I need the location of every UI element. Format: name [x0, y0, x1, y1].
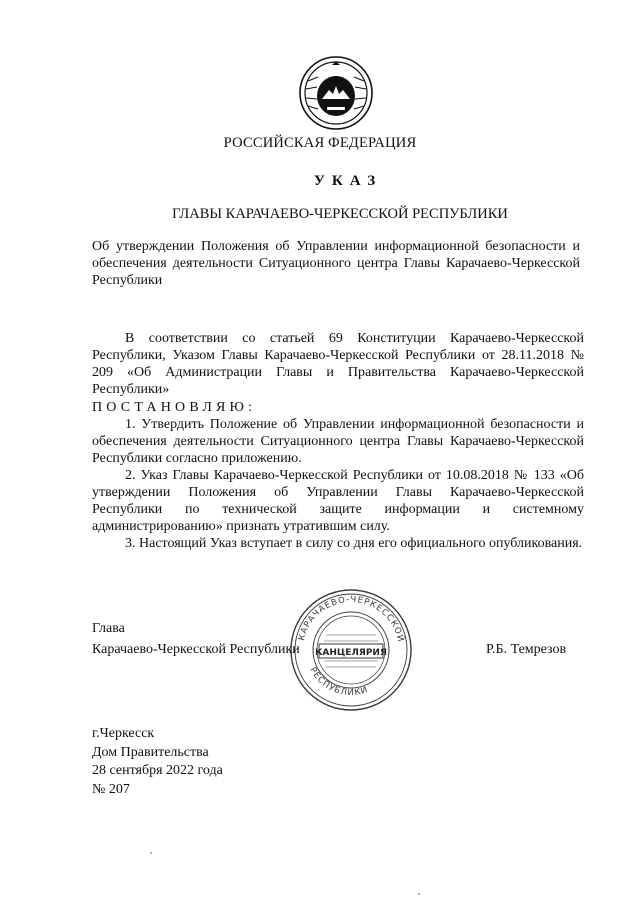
- footer-date: 28 сентября 2022 года: [92, 763, 223, 778]
- coat-of-arms-emblem: [296, 53, 376, 133]
- country-heading: РОССИЙСКАЯ ФЕДЕРАЦИЯ: [223, 135, 417, 151]
- svg-text:КАНЦЕЛЯРИЯ: КАНЦЕЛЯРИЯ: [315, 648, 387, 658]
- item-paragraph-2: 2. Указ Главы Карачаево-Черкесской Республики от 10.08.2018 № 133 «Об утверждении Положения об Управлении Главы Карачаево-Черкесской Республики по технической защите информации и системному администрированию» признать утратившим силу.: [92, 468, 584, 534]
- footer-city: г.Черкесск: [92, 726, 155, 741]
- document-title: Об утверждении Положения об Управлении информационной безопасности и обеспечения деятельности Ситуационного центра Главы Карачаево-Черкесской Республики: [92, 239, 580, 288]
- document-type-heading: УКАЗ: [313, 173, 383, 189]
- footer-number: № 207: [92, 781, 130, 797]
- decree-word: ПОСТАНОВЛЯЮ:: [92, 400, 257, 415]
- office-stamp: [286, 585, 416, 715]
- signatory-name: Р.Б. Темрезов: [486, 642, 567, 657]
- document-footer: [92, 725, 223, 799]
- footer-place: Дом Правительства: [92, 744, 209, 760]
- signatory-position-line-1: Глава: [92, 621, 125, 636]
- issuer-heading: ГЛАВЫ КАРАЧАЕВО-ЧЕРКЕССКОЙ РЕСПУБЛИКИ: [172, 206, 508, 222]
- scan-speck: [150, 852, 152, 854]
- item-paragraph-3: 3. Настоящий Указ вступает в силу со дня его официального опубликования.: [125, 536, 583, 551]
- item-paragraph-1: 1. Утвердить Положение об Управлении информационной безопасности и обеспечения деятельности Ситуационного центра Главы Карачаево-Черкесской Республики согласно приложению.: [92, 417, 584, 466]
- scan-speck: [418, 893, 420, 895]
- svg-text:КАРАЧАЕВО-ЧЕРКЕССКОЙ: КАРАЧАЕВО-ЧЕРКЕССКОЙ: [296, 594, 406, 644]
- signatory-position-line-2: Карачаево-Черкесской Республики: [92, 642, 300, 657]
- signatory-position: [92, 618, 300, 660]
- svg-text:РЕСПУБЛИКИ: РЕСПУБЛИКИ: [307, 665, 370, 699]
- preamble-paragraph: В соответствии со статьей 69 Конституции Карачаево-Черкесской Республики, Указом Главы Карачаево-Черкесской Республики от 28.11.2018 № 209 «Об Администрации Главы и Правительства Карачаево-Черкесской Республики»: [92, 331, 584, 397]
- document-body: [92, 330, 584, 552]
